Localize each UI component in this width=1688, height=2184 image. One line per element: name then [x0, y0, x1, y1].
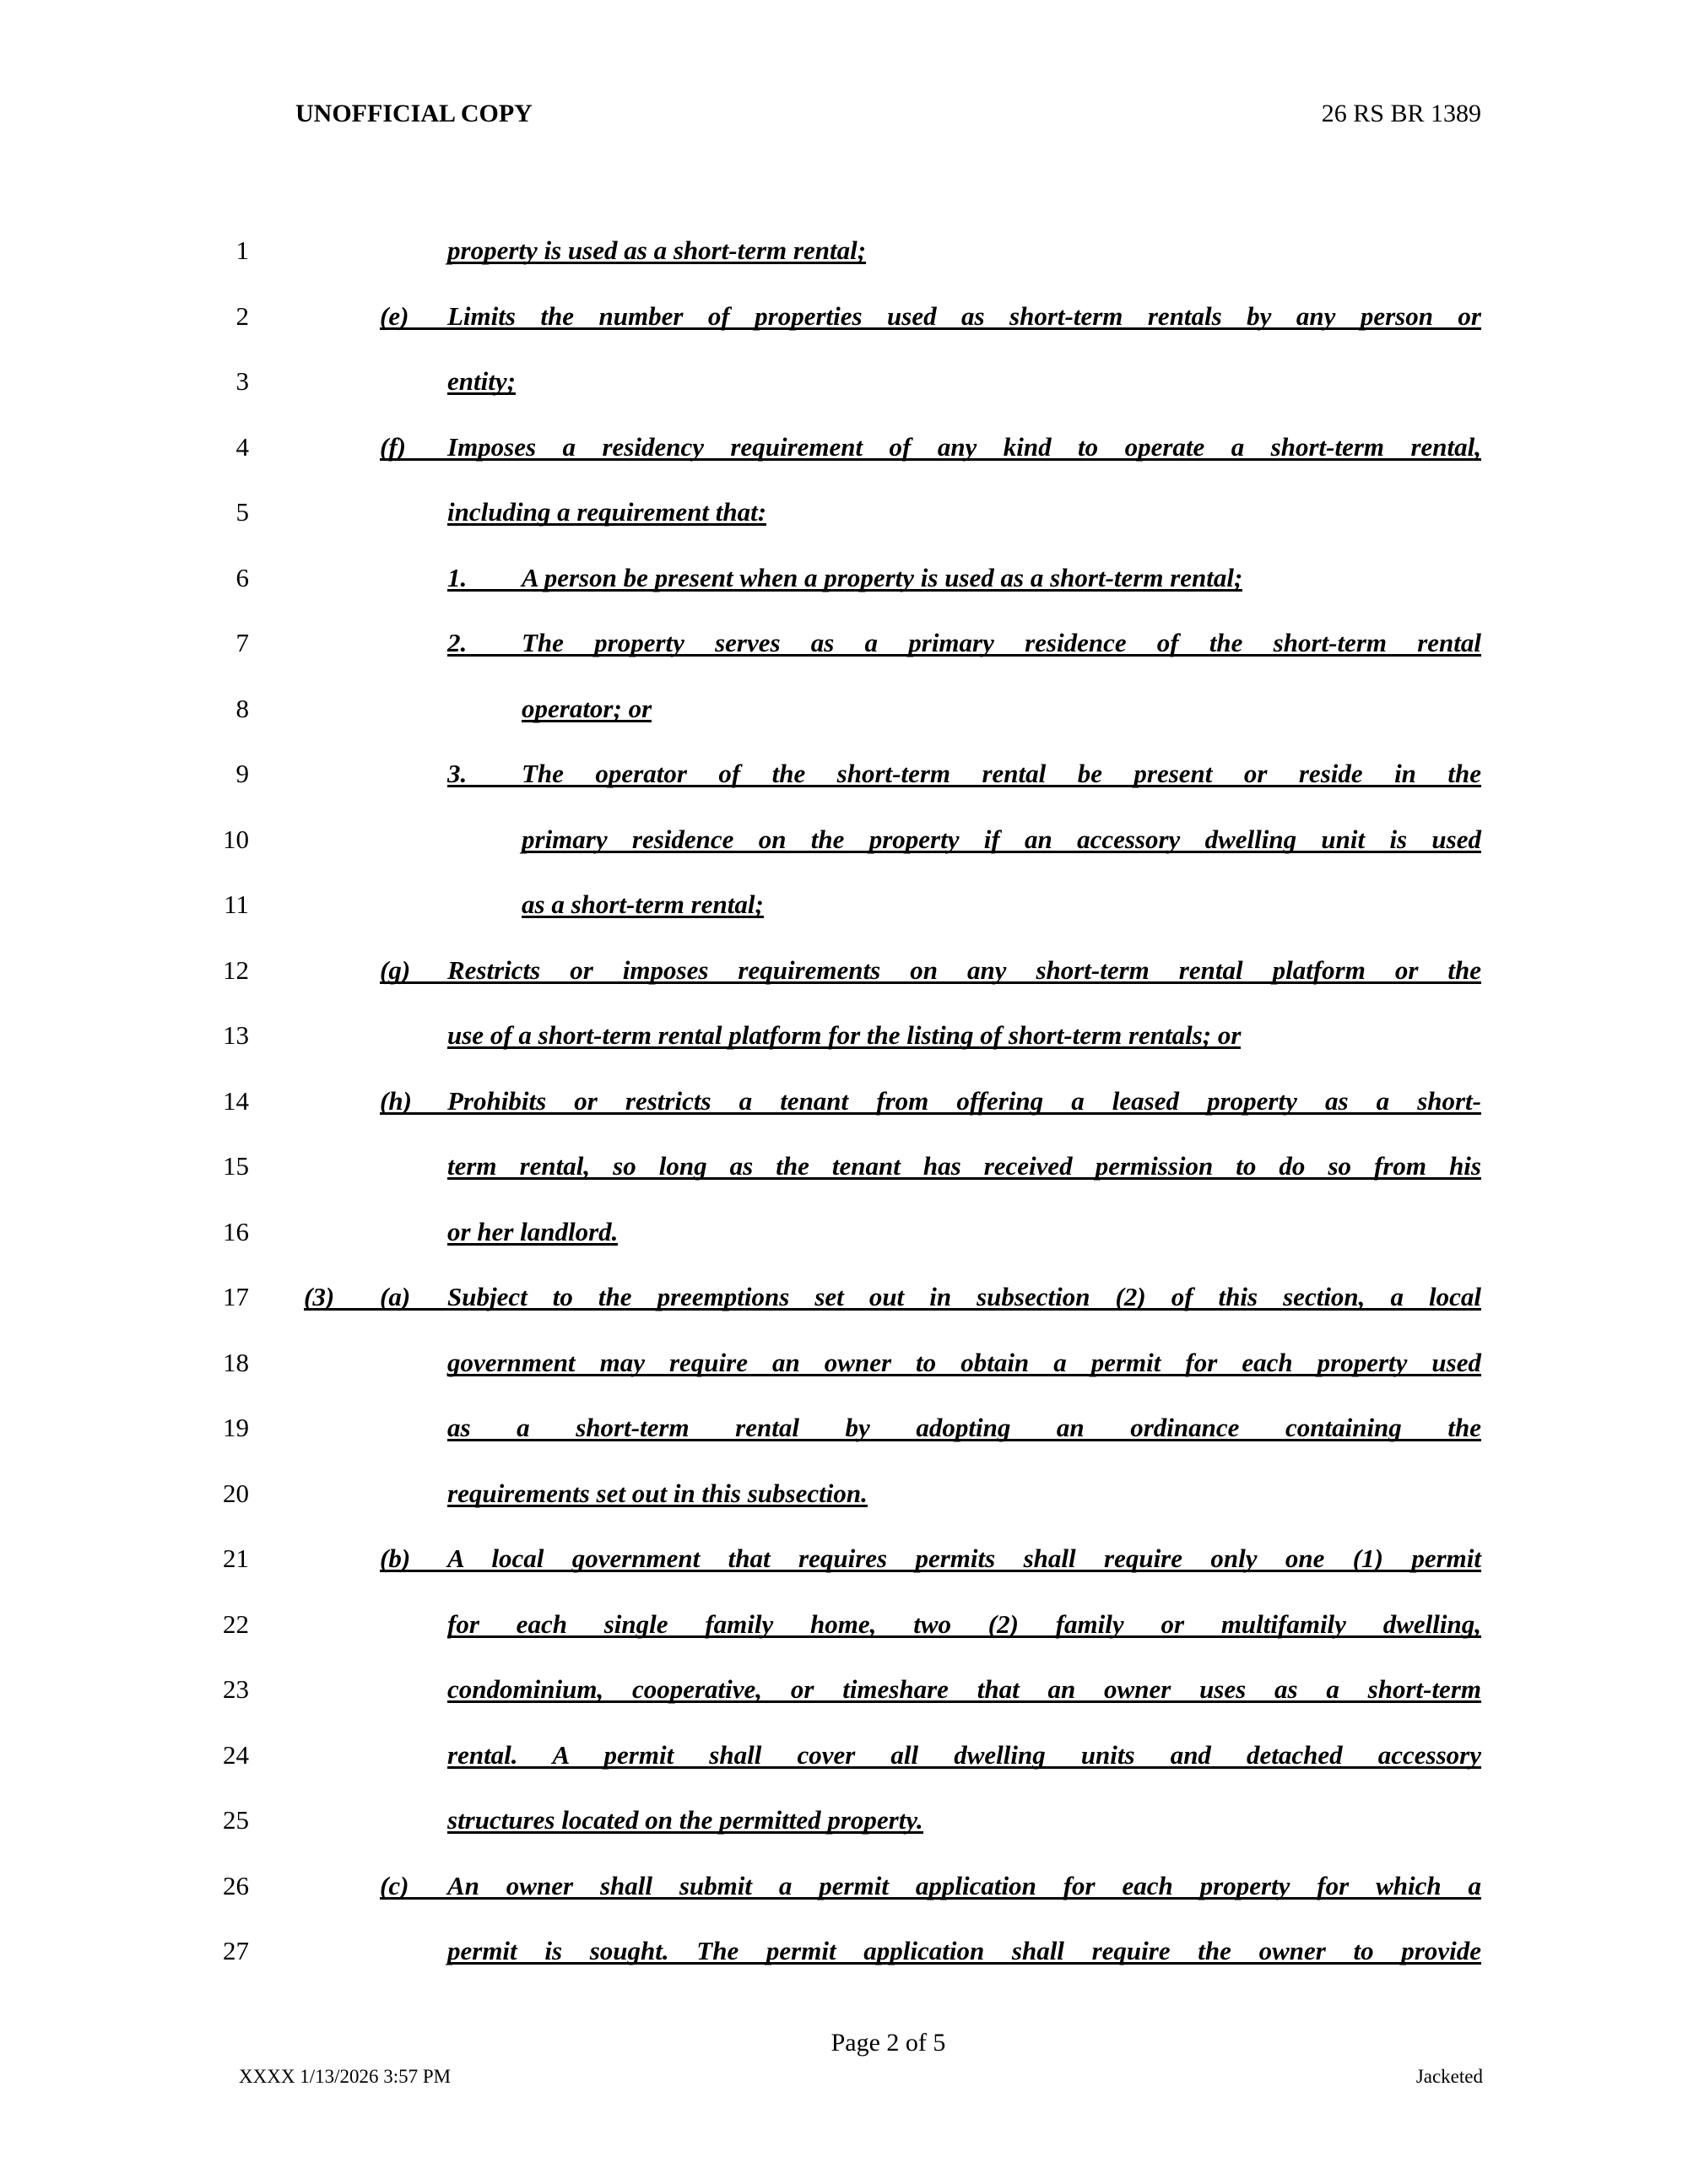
tab-gap	[249, 1068, 380, 1134]
line-text: Subject to the preemptions set out in subsection (2) of this section, a local	[447, 1264, 1481, 1330]
line-number: 17	[223, 1282, 249, 1311]
bill-line	[0, 1003, 1688, 1068]
bill-line	[0, 1264, 1688, 1330]
line-text: The property serves as a primary residence of the short-term rental	[522, 610, 1481, 676]
line-text: Restricts or imposes requirements on any short-term rental platform or the	[447, 938, 1481, 1003]
bill-line	[0, 479, 1688, 545]
line-number: 21	[223, 1543, 249, 1573]
line-number: 23	[223, 1674, 249, 1704]
line-text: requirements set out in this subsection.	[447, 1461, 868, 1527]
line-text: Prohibits or restricts a tenant from offering a leased property as a short-	[447, 1068, 1481, 1134]
bill-line	[0, 741, 1688, 807]
line-number: 25	[223, 1805, 249, 1835]
bill-line	[0, 1657, 1688, 1722]
tab-gap	[249, 479, 447, 545]
line-text: A local government that requires permits shall require only one (1) permit	[447, 1526, 1481, 1592]
line-number: 14	[223, 1085, 249, 1116]
line-text: as a short-term rental by adopting an ordinance containing the	[447, 1395, 1481, 1461]
bill-line	[0, 1199, 1688, 1265]
line-number: 20	[223, 1478, 249, 1508]
tab-gap	[249, 545, 447, 611]
page-header	[0, 98, 1688, 130]
tab-gap	[249, 284, 380, 349]
bill-line	[0, 1068, 1688, 1134]
bill-line	[0, 545, 1688, 611]
footer-timestamp: XXXX 1/13/2026 3:57 PM	[239, 2066, 452, 2087]
line-text: as a short-term rental;	[522, 872, 764, 938]
line-text: permit is sought. The permit application shall require the owner to provide	[447, 1918, 1481, 1984]
tab-gap	[249, 1461, 447, 1527]
line-text: including a requirement that:	[447, 479, 766, 545]
page-number: Page 2 of 5	[830, 2029, 946, 2057]
line-number: 26	[223, 1870, 249, 1900]
tab-gap	[249, 676, 522, 742]
bill-line	[0, 218, 1688, 284]
bill-line	[0, 872, 1688, 938]
tab-gap	[249, 218, 447, 284]
page-footer	[239, 2066, 1483, 2088]
item-marker: 2.	[447, 610, 522, 676]
line-text: structures located on the permitted property.	[447, 1787, 923, 1853]
line-number: 2	[235, 300, 249, 331]
line-number: 10	[223, 824, 249, 854]
tab-gap	[249, 1526, 380, 1592]
tab-gap	[249, 1722, 447, 1788]
tab-gap	[249, 349, 447, 414]
line-number: 7	[235, 628, 249, 657]
item-marker: (h)	[380, 1068, 447, 1134]
item-marker: 3.	[447, 741, 522, 807]
line-number: 13	[223, 1020, 249, 1050]
bill-line	[0, 1722, 1688, 1788]
line-number: 16	[223, 1216, 249, 1246]
tab-gap	[249, 1853, 380, 1919]
unofficial-copy-label: UNOFFICIAL COPY	[295, 100, 533, 127]
line-text: Imposes a residency requirement of any kind to operate a short-term rental,	[447, 414, 1481, 480]
line-text: term rental, so long as the tenant has received permission to do so from his	[447, 1133, 1481, 1199]
item-marker: (b)	[380, 1526, 447, 1592]
line-text: rental. A permit shall cover all dwelling units and detached accessory	[447, 1722, 1481, 1788]
tab-gap	[249, 807, 522, 873]
tab-gap	[249, 938, 380, 1003]
bill-line	[0, 1592, 1688, 1657]
tab-gap	[249, 1330, 447, 1396]
line-text: condominium, cooperative, or timeshare that an owner uses as a short-term	[447, 1657, 1481, 1722]
line-text: use of a short-term rental platform for the listing of short-term rentals; or	[447, 1003, 1241, 1068]
item-marker: (e)	[380, 284, 447, 349]
item-marker: (3)	[304, 1264, 380, 1330]
bill-line	[0, 1330, 1688, 1396]
line-text: entity;	[447, 349, 516, 414]
bill-line	[0, 807, 1688, 873]
line-number: 1	[235, 235, 249, 265]
line-number: 18	[223, 1347, 249, 1377]
bill-line	[0, 938, 1688, 1003]
bill-line	[0, 284, 1688, 349]
tab-gap	[249, 1657, 447, 1722]
line-text: or her landlord.	[447, 1199, 618, 1265]
bill-line	[0, 414, 1688, 480]
line-number: 15	[223, 1151, 249, 1181]
bill-line	[0, 1461, 1688, 1527]
line-number: 3	[235, 366, 249, 396]
bill-line	[0, 610, 1688, 676]
line-number: 9	[235, 759, 249, 788]
tab-gap	[249, 1787, 447, 1853]
tab-gap	[249, 1918, 447, 1984]
tab-gap	[249, 1199, 447, 1265]
line-number: 12	[223, 954, 249, 985]
tab-gap	[249, 1003, 447, 1068]
line-number: 22	[223, 1608, 249, 1639]
bill-line	[0, 676, 1688, 742]
tab-gap	[249, 872, 522, 938]
tab-gap	[249, 414, 380, 480]
line-text: A person be present when a property is used as a short-term rental;	[522, 545, 1242, 611]
line-number: 5	[235, 497, 249, 527]
bill-line	[0, 349, 1688, 414]
tab-gap	[249, 1395, 447, 1461]
bill-line	[0, 1787, 1688, 1853]
item-marker: 1.	[447, 545, 522, 611]
bill-line	[0, 1133, 1688, 1199]
line-number: 19	[223, 1413, 249, 1442]
line-text: Limits the number of properties used as short-term rentals by any person or	[447, 284, 1481, 349]
line-number: 11	[224, 889, 249, 919]
line-text: An owner shall submit a permit application for each property for which a	[447, 1853, 1481, 1919]
line-number: 24	[223, 1739, 249, 1770]
footer-jacketed-label: Jacketed	[1415, 2066, 1483, 2087]
line-text: The operator of the short-term rental be present or reside in the	[522, 741, 1481, 807]
bill-line	[0, 1853, 1688, 1919]
item-marker: (g)	[380, 938, 447, 1003]
line-text: operator; or	[522, 676, 652, 742]
line-number: 27	[223, 1936, 249, 1965]
tab-gap	[249, 610, 447, 676]
bill-number: 26 RS BR 1389	[1321, 100, 1481, 127]
tab-gap	[249, 1133, 447, 1199]
line-number: 6	[235, 562, 249, 592]
bill-lines	[0, 218, 1688, 1984]
line-number: 8	[235, 693, 249, 723]
tab-gap	[249, 1264, 304, 1330]
line-text: primary residence on the property if an accessory dwelling unit is used	[522, 807, 1481, 873]
tab-gap	[249, 741, 447, 807]
tab-gap	[249, 1592, 447, 1657]
line-text: government may require an owner to obtain a permit for each property used	[447, 1330, 1481, 1396]
line-text: property is used as a short-term rental;	[447, 218, 866, 284]
item-marker: (f)	[380, 414, 447, 480]
line-text: for each single family home, two (2) family or multifamily dwelling,	[447, 1592, 1481, 1657]
bill-line	[0, 1526, 1688, 1592]
item-marker: (a)	[380, 1264, 447, 1330]
line-number: 4	[235, 431, 249, 462]
bill-line	[0, 1918, 1688, 1984]
bill-line	[0, 1395, 1688, 1461]
item-marker: (c)	[380, 1853, 447, 1919]
